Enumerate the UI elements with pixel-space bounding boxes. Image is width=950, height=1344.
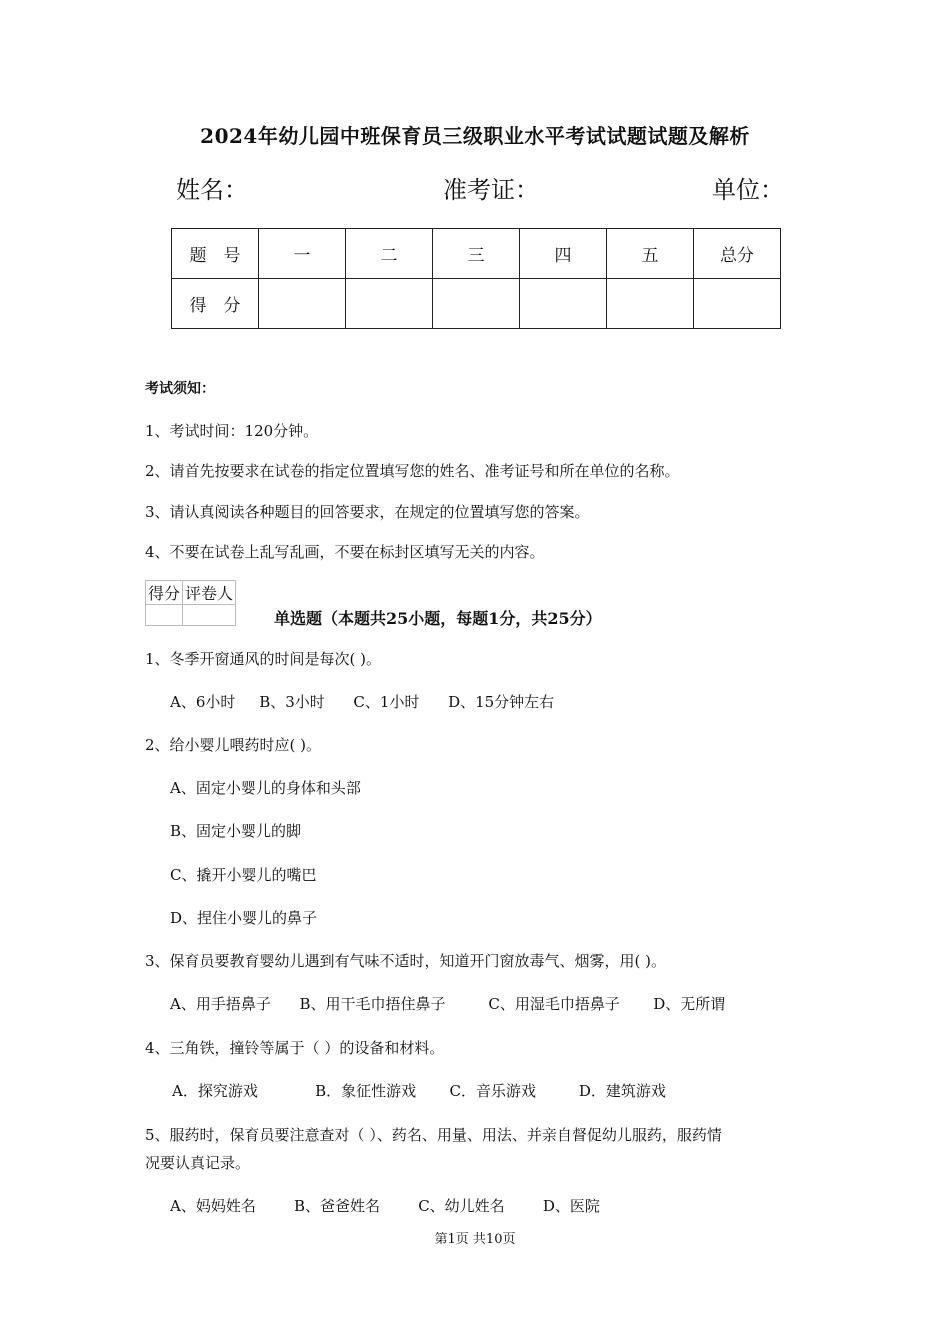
score-table (171, 228, 781, 329)
option: B、固定小婴儿的脚 (170, 822, 302, 840)
unit-label: 单位： (712, 176, 784, 204)
score-table-empty-cell (346, 279, 433, 329)
notice-item: 1、考试时间：120分钟。 (145, 422, 319, 440)
option: C、用湿毛巾捂鼻子 (488, 995, 620, 1013)
option: A、妈妈姓名 (170, 1197, 256, 1215)
grader-score-label: 得分 (146, 581, 183, 605)
question-options (170, 993, 725, 1014)
score-table-empty-cell (433, 279, 520, 329)
score-table-cell: 总分 (694, 229, 781, 279)
option: D．建筑游戏 (578, 1082, 666, 1100)
option: C．音乐游戏 (449, 1082, 536, 1100)
notice-item: 3、请认真阅读各种题目的回答要求，在规定的位置填写您的答案。 (145, 503, 590, 521)
option: D、医院 (542, 1197, 600, 1215)
option: D、15分钟左右 (448, 693, 555, 711)
name-label: 姓名： (176, 176, 248, 204)
option: D、无所谓 (653, 995, 726, 1013)
score-table-cell: 二 (346, 229, 433, 279)
score-table-cell: 一 (259, 229, 346, 279)
option: B、用干毛巾捂住鼻子 (299, 995, 446, 1013)
question-stem: 1、冬季开窗通风的时间是每次( )。 (145, 650, 382, 668)
score-table-empty-cell (694, 279, 781, 329)
question-options (170, 1195, 600, 1216)
question-stem: 3、保育员要教育婴幼儿遇到有气味不适时，知道开门窗放毒气、烟雾，用( )。 (145, 952, 667, 970)
option: B、爸爸姓名 (294, 1197, 381, 1215)
score-table-score-row (172, 279, 781, 329)
score-table-empty-cell (607, 279, 694, 329)
question-options (172, 1080, 666, 1101)
option: C、撬开小婴儿的嘴巴 (170, 866, 317, 884)
option: C、幼儿姓名 (418, 1197, 505, 1215)
option: A．探究游戏 (172, 1082, 258, 1100)
score-table-cell: 得 分 (172, 279, 259, 329)
option: A、固定小婴儿的身体和头部 (170, 779, 361, 797)
question-stem: 4、三角铁，撞铃等属于（ ）的设备和材料。 (145, 1039, 445, 1057)
page-title: 2024年幼儿园中班保育员三级职业水平考试试题试题及解析 (200, 124, 750, 148)
question-options (170, 691, 554, 712)
option: A、用手捂鼻子 (170, 995, 271, 1013)
question-stem: 5、服药时，保育员要注意查对（ ）、药名、用量、用法、并亲自督促幼儿服药，服药情 (145, 1126, 722, 1144)
option: A、6小时 (170, 693, 236, 711)
score-table-header-row (172, 229, 781, 279)
score-table-cell: 五 (607, 229, 694, 279)
question-stem-continued: 况要认真记录。 (145, 1154, 251, 1172)
option: B、3小时 (259, 693, 325, 711)
grader-score-cell (146, 605, 183, 626)
section-title: 单选题（本题共25小题，每题1分，共25分） (274, 609, 602, 628)
exam-id-label: 准考证： (443, 176, 539, 204)
score-table-empty-cell (520, 279, 607, 329)
option: C、1小时 (353, 693, 420, 711)
notice-item: 4、不要在试卷上乱写乱画，不要在标封区填写无关的内容。 (145, 543, 545, 561)
score-table-empty-cell (259, 279, 346, 329)
page-number-footer: 第1页 共10页 (434, 1232, 516, 1247)
score-table-cell: 题 号 (172, 229, 259, 279)
notice-heading: 考试须知： (145, 381, 215, 397)
notice-item: 2、请首先按要求在试卷的指定位置填写您的姓名、准考证号和所在单位的名称。 (145, 462, 680, 480)
grader-box (145, 580, 236, 626)
question-stem: 2、给小婴儿喂药时应( )。 (145, 736, 322, 754)
score-table-cell: 三 (433, 229, 520, 279)
grader-reviewer-label: 评卷人 (183, 581, 236, 605)
option: B．象征性游戏 (315, 1082, 417, 1100)
grader-reviewer-cell (183, 605, 236, 626)
score-table-cell: 四 (520, 229, 607, 279)
option: D、捏住小婴儿的鼻子 (170, 909, 318, 927)
